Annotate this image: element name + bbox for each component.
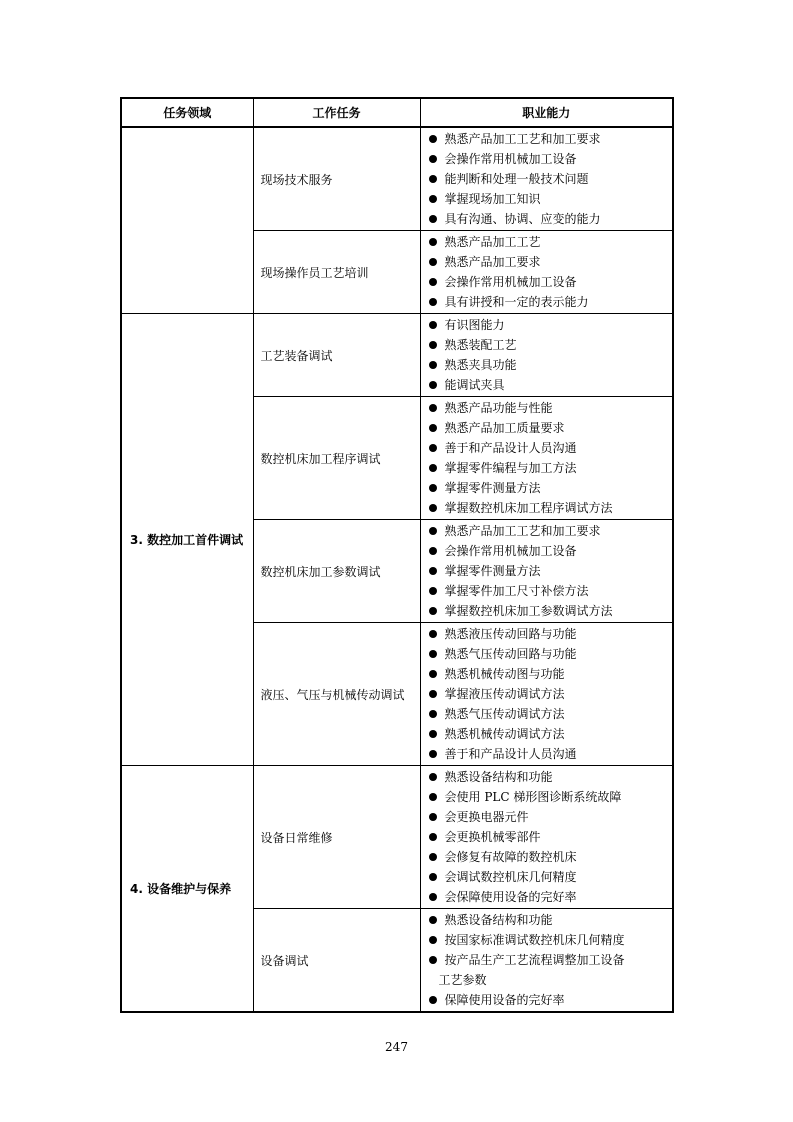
ability-text: 熟悉产品加工要求 [444,255,541,269]
ability-text: 掌握液压传动调试方法 [444,687,565,701]
ability-cell [420,314,673,397]
bullet-icon [429,793,437,801]
ability-text: 具有讲授和一定的表示能力 [444,295,589,309]
ability-list [427,521,673,621]
list-item [427,189,673,209]
ability-cell [420,909,673,1013]
bullet-icon [429,567,437,575]
list-item [427,767,673,787]
list-item [427,624,673,644]
list-item [427,149,673,169]
ability-text: 会操作常用机械加工设备 [444,544,577,558]
ability-text: 会更换机械零部件 [444,830,541,844]
bullet-icon [429,341,437,349]
ability-text: 熟悉气压传动回路与功能 [444,647,577,661]
table-row [121,766,673,909]
header-task: 工作任务 [253,98,420,127]
ability-text: 会操作常用机械加工设备 [444,152,577,166]
ability-text: 掌握零件加工尺寸补偿方法 [444,584,589,598]
ability-text: 熟悉产品加工工艺和加工要求 [444,524,601,538]
list-item [427,990,673,1010]
bullet-icon [429,215,437,223]
ability-text: 会调试数控机床几何精度 [444,870,577,884]
ability-text: 熟悉机械传动调试方法 [444,727,565,741]
work-task-cell: 液压、气压与机械传动调试 [253,623,420,766]
table-row [121,314,673,397]
bullet-icon [429,424,437,432]
ability-text: 掌握零件测量方法 [444,564,541,578]
bullet-icon [429,464,437,472]
list-item [427,847,673,867]
ability-text: 善于和产品设计人员沟通 [444,747,577,761]
ability-list [427,624,673,764]
list-item [427,272,673,292]
ability-text: 会更换电器元件 [444,810,529,824]
list-item [427,601,673,621]
ability-text: 能判断和处理一般技术问题 [444,172,589,186]
list-item [427,787,673,807]
ability-cell [420,397,673,520]
ability-list [427,767,673,907]
ability-text: 具有沟通、协调、应变的能力 [444,212,601,226]
ability-text: 熟悉液压传动回路与功能 [444,627,577,641]
list-item [427,744,673,764]
bullet-icon [429,607,437,615]
ability-list [427,232,673,312]
ability-text: 熟悉产品加工工艺 [444,235,541,249]
bullet-icon [429,956,437,964]
list-item [427,950,673,990]
bullet-icon [429,710,437,718]
bullet-icon [429,730,437,738]
ability-cell [420,766,673,909]
list-item [427,315,673,335]
list-item [427,398,673,418]
list-item [427,867,673,887]
work-task-cell: 设备日常维修 [253,766,420,909]
table-row [121,127,673,231]
work-task-cell: 现场操作员工艺培训 [253,231,420,314]
list-item [427,930,673,950]
list-item [427,355,673,375]
ability-cell [420,623,673,766]
list-item [427,438,673,458]
list-item [427,232,673,252]
list-item [427,375,673,395]
work-task-cell: 设备调试 [253,909,420,1013]
list-item [427,581,673,601]
ability-text: 掌握数控机床加工参数调试方法 [444,604,613,618]
bullet-icon [429,670,437,678]
ability-text: 按产品生产工艺流程调整加工设备 [444,953,625,967]
list-item [427,129,673,149]
ability-text: 善于和产品设计人员沟通 [444,441,577,455]
bullet-icon [429,630,437,638]
list-item [427,335,673,355]
ability-list [427,315,673,395]
header-domain: 任务领域 [121,98,253,127]
list-item [427,169,673,189]
list-item [427,910,673,930]
ability-cell [420,127,673,231]
bullet-icon [429,893,437,901]
list-item [427,478,673,498]
bullet-icon [429,321,437,329]
page-number: 247 [385,1040,408,1054]
bullet-icon [429,690,437,698]
bullet-icon [429,650,437,658]
list-item [427,209,673,229]
bullet-icon [429,484,437,492]
ability-text-continuation: 工艺参数 [438,973,487,987]
bullet-icon [429,404,437,412]
task-domain-cell [121,127,253,314]
list-item [427,887,673,907]
ability-text: 有识图能力 [444,318,505,332]
bullet-icon [429,175,437,183]
list-item [427,807,673,827]
list-item [427,541,673,561]
bullet-icon [429,361,437,369]
bullet-icon [429,587,437,595]
task-domain-cell: 4. 设备维护与保养 [121,766,253,1013]
bullet-icon [429,813,437,821]
header-row [121,98,673,127]
ability-text: 按国家标准调试数控机床几何精度 [444,933,625,947]
bullet-icon [429,853,437,861]
bullet-icon [429,155,437,163]
bullet-icon [429,504,437,512]
bullet-icon [429,936,437,944]
ability-text: 熟悉机械传动图与功能 [444,667,565,681]
competency-table [120,97,674,1013]
ability-text: 会修复有故障的数控机床 [444,850,577,864]
list-item [427,521,673,541]
bullet-icon [429,238,437,246]
ability-text: 会保障使用设备的完好率 [444,890,577,904]
ability-list [427,398,673,518]
list-item [427,418,673,438]
ability-text: 熟悉产品加工工艺和加工要求 [444,132,601,146]
work-task-cell: 工艺装备调试 [253,314,420,397]
bullet-icon [429,996,437,1004]
bullet-icon [429,773,437,781]
list-item [427,561,673,581]
ability-text: 掌握零件测量方法 [444,481,541,495]
ability-text: 熟悉设备结构和功能 [444,913,553,927]
ability-text: 熟悉产品功能与性能 [444,401,553,415]
ability-text: 熟悉气压传动调试方法 [444,707,565,721]
ability-text: 掌握数控机床加工程序调试方法 [444,501,613,515]
bullet-icon [429,527,437,535]
ability-text: 熟悉装配工艺 [444,338,517,352]
bullet-icon [429,195,437,203]
list-item [427,292,673,312]
task-domain-cell: 3. 数控加工首件调试 [121,314,253,766]
list-item [427,664,673,684]
bullet-icon [429,750,437,758]
ability-text: 会操作常用机械加工设备 [444,275,577,289]
list-item [427,684,673,704]
list-item [427,644,673,664]
bullet-icon [429,916,437,924]
list-item [427,458,673,478]
ability-list [427,129,673,229]
ability-text: 熟悉设备结构和功能 [444,770,553,784]
ability-text: 保障使用设备的完好率 [444,993,565,1007]
bullet-icon [429,258,437,266]
bullet-icon [429,298,437,306]
list-item [427,704,673,724]
bullet-icon [429,833,437,841]
list-item [427,498,673,518]
ability-text: 熟悉产品加工质量要求 [444,421,565,435]
ability-text: 熟悉夹具功能 [444,358,517,372]
work-task-cell: 现场技术服务 [253,127,420,231]
bullet-icon [429,278,437,286]
ability-text: 能调试夹具 [444,378,505,392]
bullet-icon [429,444,437,452]
ability-cell [420,231,673,314]
work-task-cell: 数控机床加工参数调试 [253,520,420,623]
list-item [427,827,673,847]
bullet-icon [429,547,437,555]
ability-text: 会使用 PLC 梯形图诊断系统故障 [444,790,622,804]
list-item [427,724,673,744]
work-task-cell: 数控机床加工程序调试 [253,397,420,520]
ability-cell [420,520,673,623]
bullet-icon [429,381,437,389]
list-item [427,252,673,272]
ability-list [427,910,673,1010]
ability-text: 掌握零件编程与加工方法 [444,461,577,475]
ability-text: 掌握现场加工知识 [444,192,541,206]
header-ability: 职业能力 [420,98,673,127]
bullet-icon [429,135,437,143]
bullet-icon [429,873,437,881]
